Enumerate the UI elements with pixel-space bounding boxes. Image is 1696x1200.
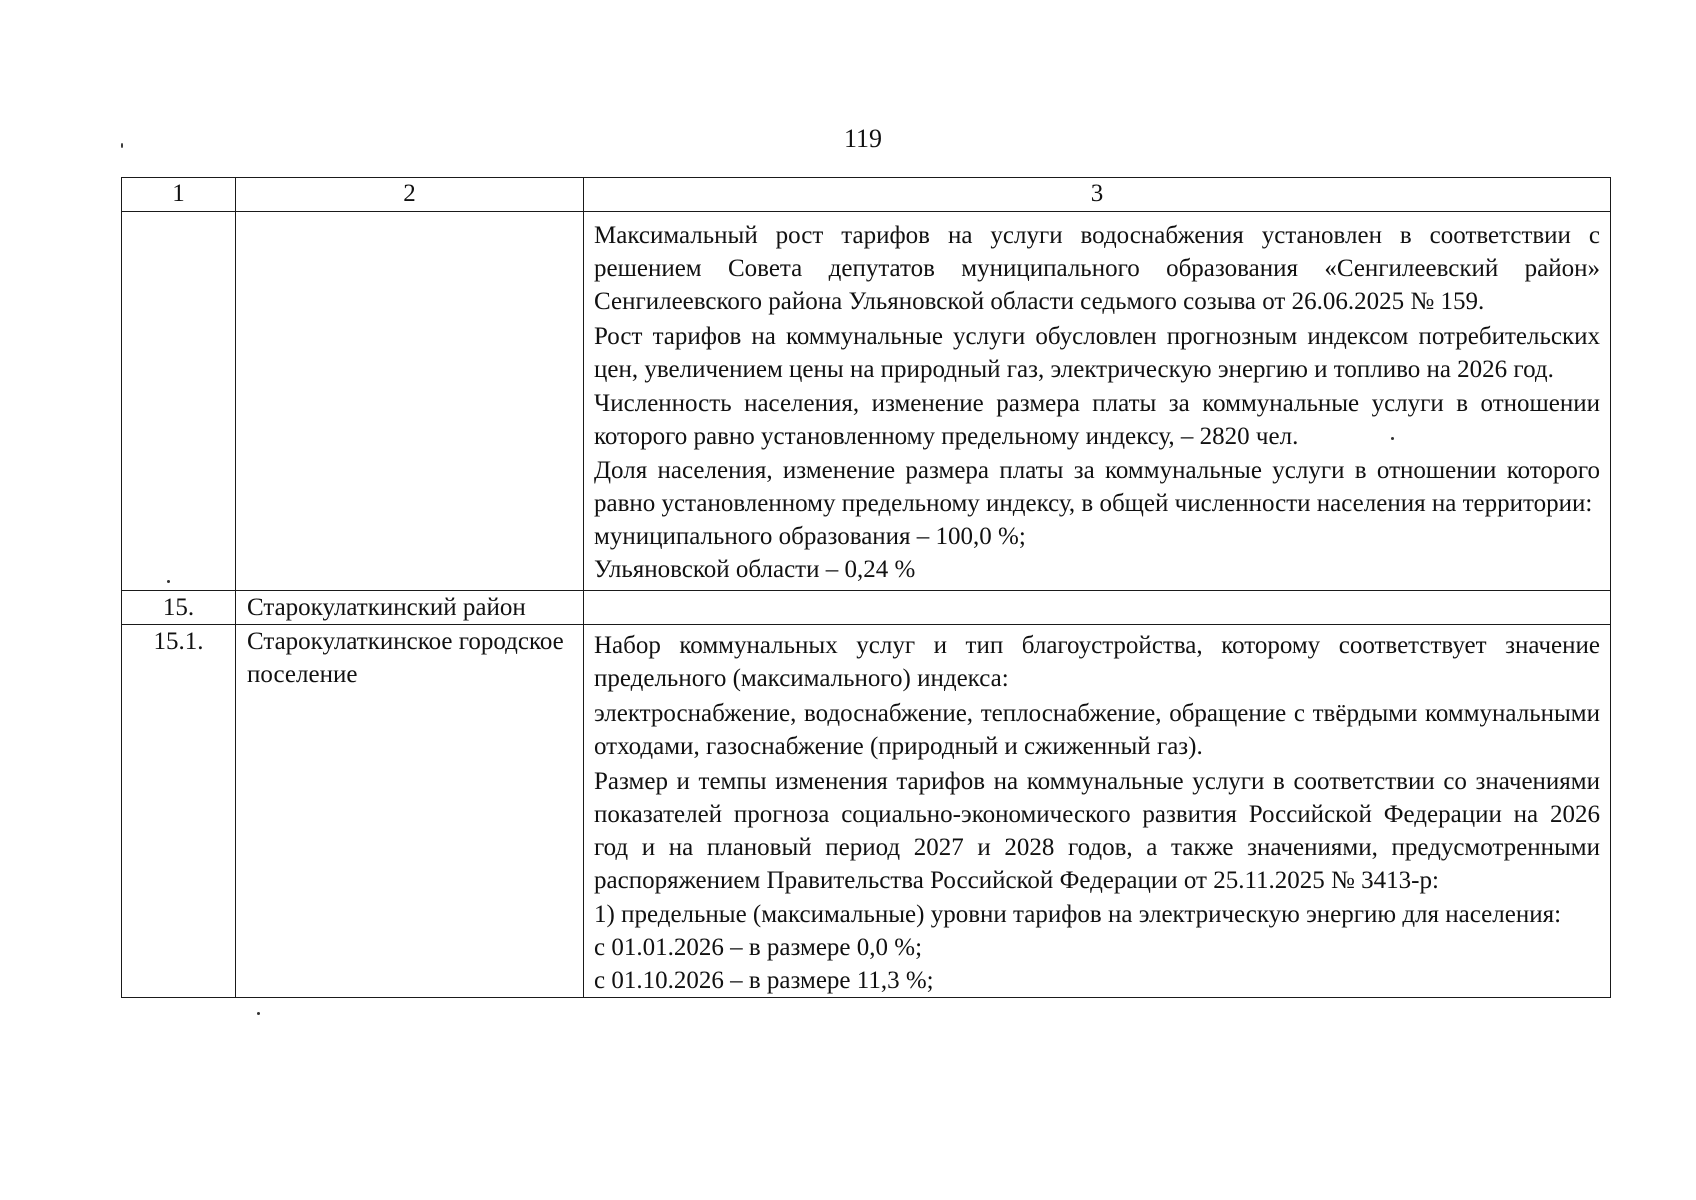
- row-name: Старокулаткинский район: [236, 591, 584, 625]
- row-number: [122, 212, 236, 591]
- paragraph: муниципального образования – 100,0 %;: [594, 523, 1026, 550]
- row-name: [236, 212, 584, 591]
- paragraph: Набор коммунальных услуг и тип благоустройства, которому соответствует значение предельного (максимального) индекса:: [594, 632, 1600, 692]
- scan-speck: [167, 580, 170, 583]
- row-description: [584, 212, 1611, 591]
- scan-speck: [1391, 437, 1394, 440]
- scan-speck: [257, 1012, 260, 1015]
- column-header-2: 2: [236, 178, 584, 212]
- row-number: 15.1.: [122, 625, 236, 998]
- row-number: 15.: [122, 591, 236, 625]
- paragraph: Доля населения, изменение размера платы за коммунальные услуги в отношении которого равно установленному предельному индексу, в общей численности населения на территории:: [594, 457, 1600, 517]
- paragraph: с 01.01.2026 – в размере 0,0 %;: [594, 934, 923, 961]
- paragraph: Рост тарифов на коммунальные услуги обусловлен прогнозным индексом потребительских цен, увеличением цены на природный газ, электрическую энергию и топливо на 2026 год.: [594, 323, 1600, 383]
- document-table: [121, 177, 1611, 998]
- paragraph: Численность населения, изменение размера платы за коммунальные услуги в отношении которого равно установленному предельному индексу, – 2820 чел.: [594, 390, 1600, 450]
- paragraph: Размер и темпы изменения тарифов на коммунальные услуги в соответствии со значениями показателей прогноза социально-экономического развития Российской Федерации на 2026 год и на плановый период 2027 и 2028 годов, а также значениями, предусмотренными распоряжением Правительства Российской Федерации от 25.11.2025 № 3413-р:: [594, 768, 1600, 894]
- page-number: 119: [843, 124, 883, 153]
- paragraph: с 01.10.2026 – в размере 11,3 %;: [594, 967, 934, 994]
- table-row: [122, 591, 1611, 625]
- scan-speck: [121, 143, 123, 148]
- table-row: [122, 625, 1611, 998]
- column-header-3: 3: [584, 178, 1611, 212]
- row-description: [584, 625, 1611, 998]
- table-header-row: [122, 178, 1611, 212]
- paragraph: Ульяновской области – 0,24 %: [594, 556, 916, 583]
- column-header-1: 1: [122, 178, 236, 212]
- row-name: Старокулаткинское городское поселение: [236, 625, 584, 998]
- paragraph: Максимальный рост тарифов на услуги водоснабжения установлен в соответствии с решением Совета депутатов муниципального образования «Сенгилеевский район» Сенгилеевского района Ульяновской области седьмого созыва от 26.06.2025 № 159.: [594, 222, 1600, 315]
- paragraph: электроснабжение, водоснабжение, теплоснабжение, обращение с твёрдыми коммунальными отходами, газоснабжение (природный и сжиженный газ).: [594, 700, 1600, 760]
- row-description: [584, 591, 1611, 625]
- paragraph: 1) предельные (максимальные) уровни тарифов на электрическую энергию для населения:: [594, 901, 1562, 928]
- table-row: [122, 212, 1611, 591]
